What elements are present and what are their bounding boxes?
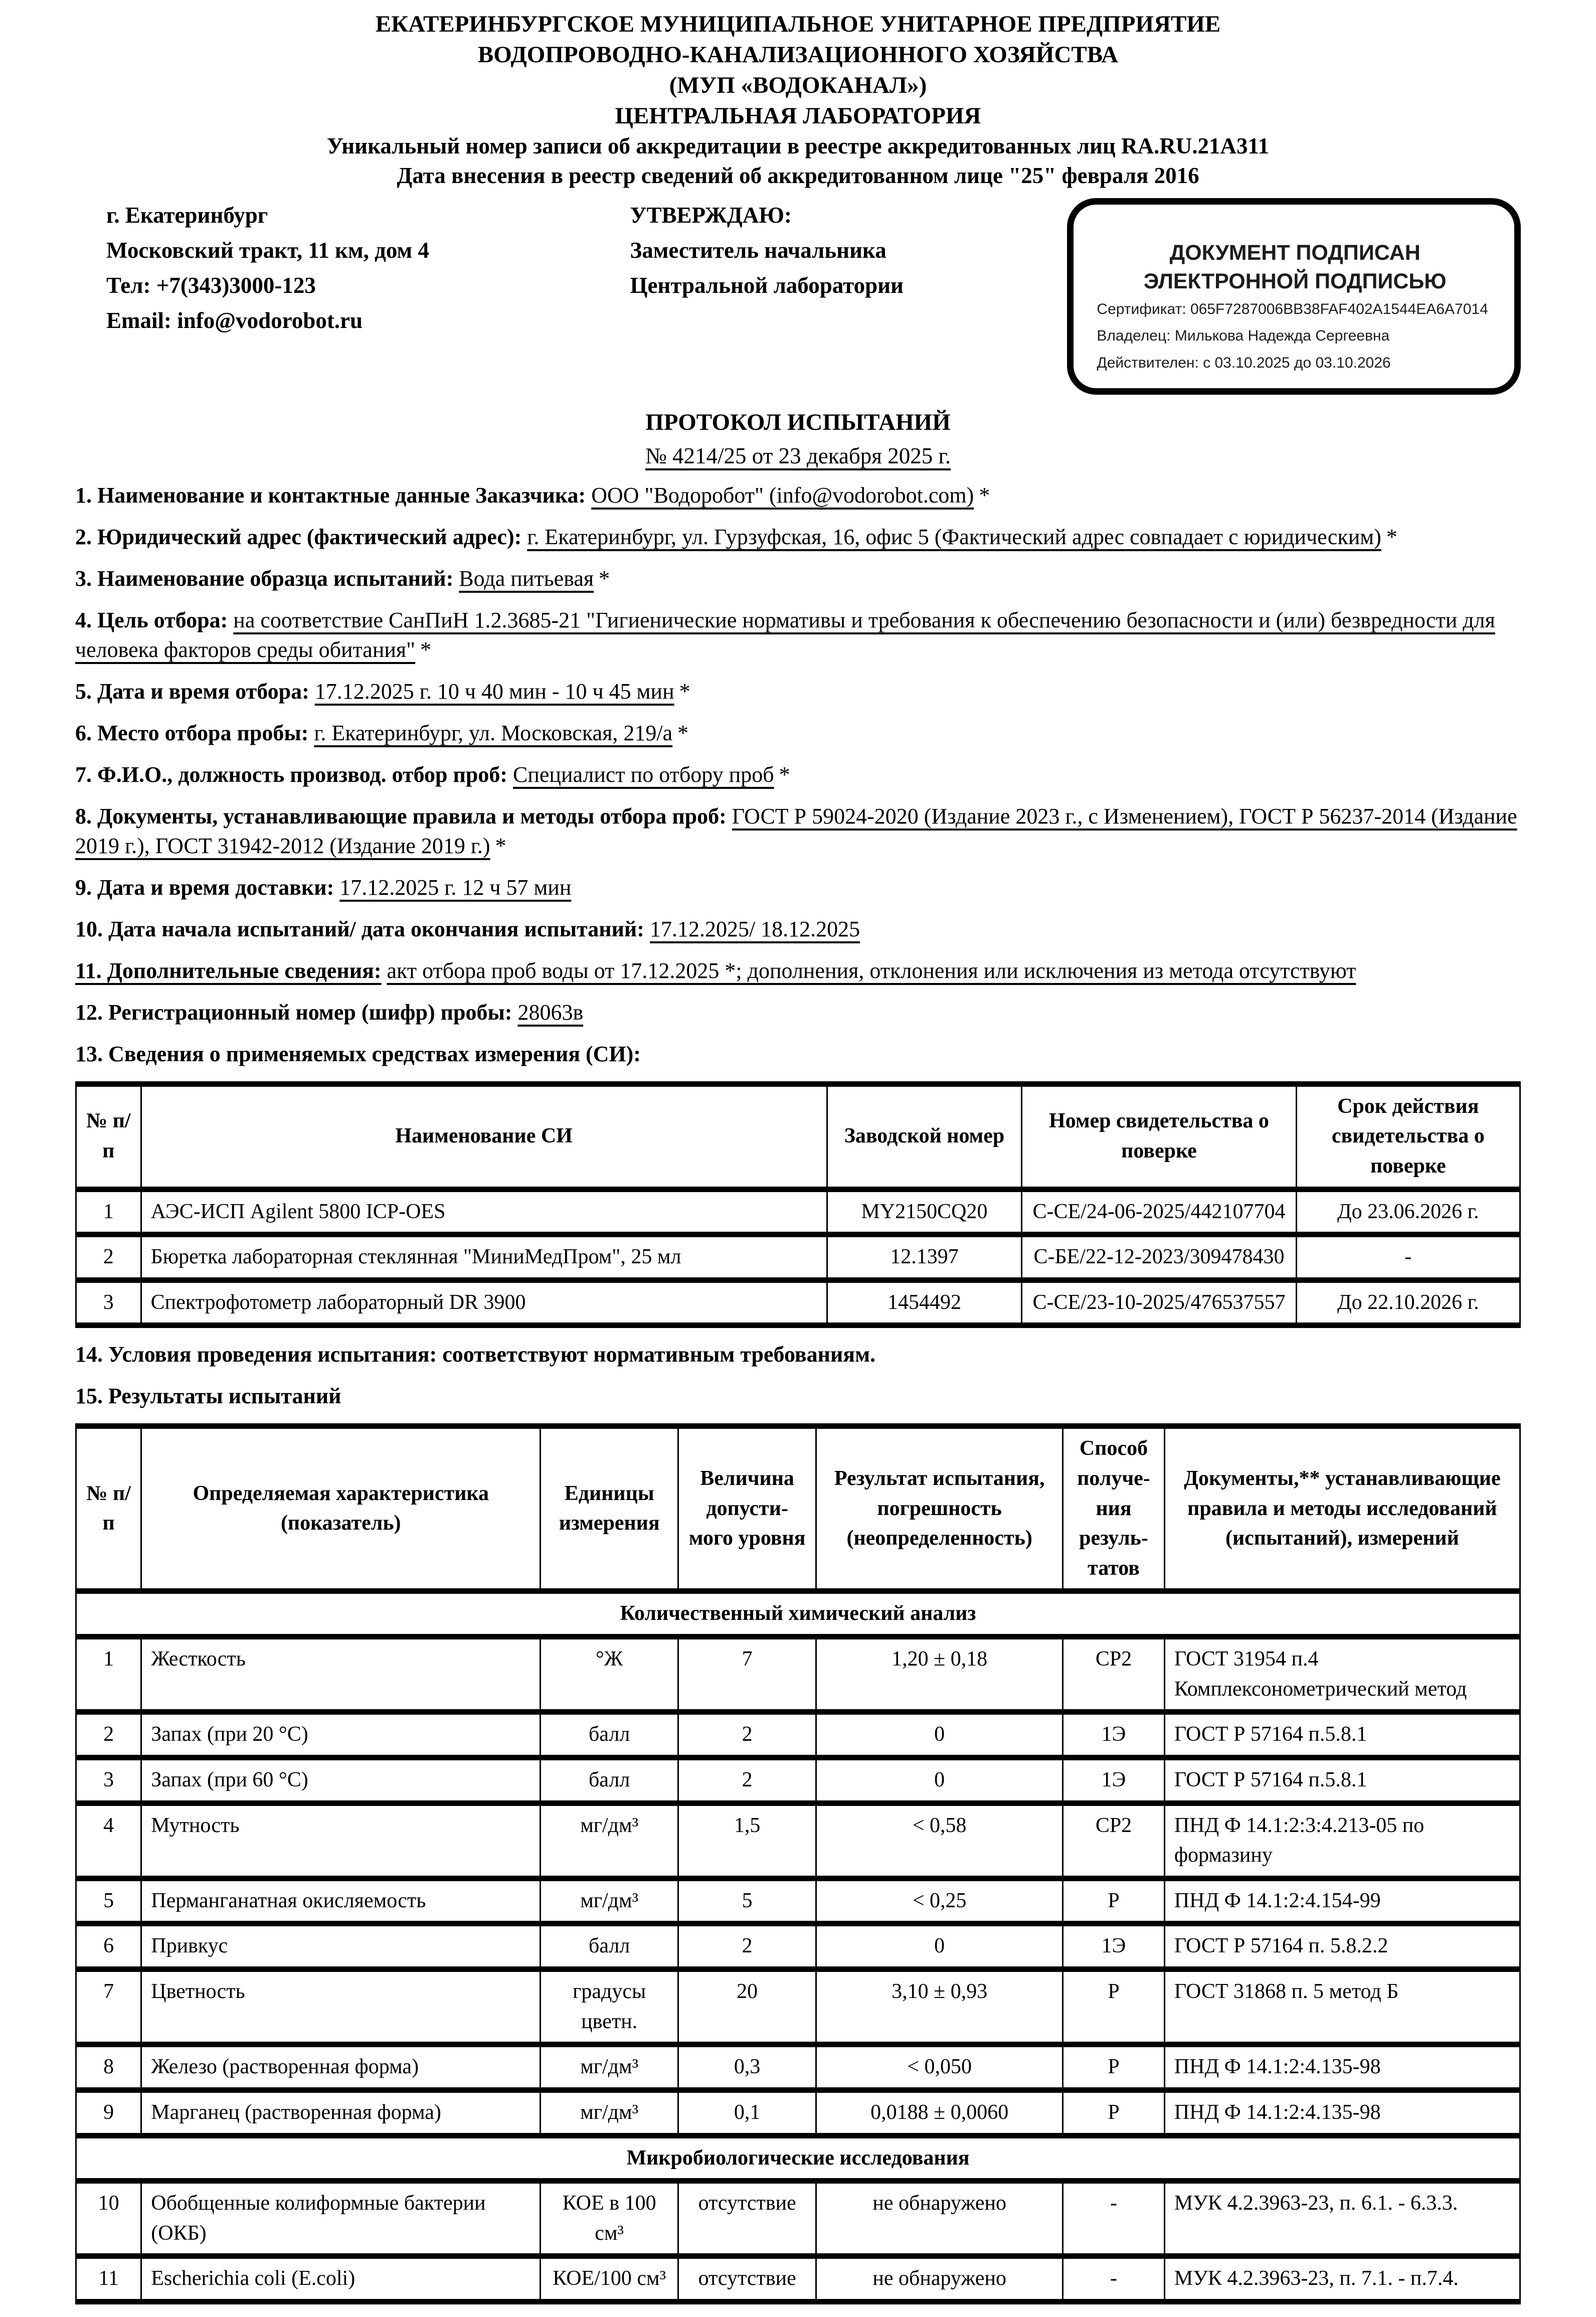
stamp-title-line2: ЭЛЕКТРОННОЙ ПОДПИСЬЮ bbox=[1143, 269, 1447, 294]
results-cell-9-result: 0,0188 ± 0,0060 bbox=[816, 2090, 1063, 2135]
section-3-label: 3. Наименование образца испытаний: bbox=[75, 566, 454, 591]
section-6-value: г. Екатеринбург, ул. Московская, 219/а bbox=[314, 721, 673, 746]
results-group-2-title: Микробиологические исследования bbox=[76, 2135, 1520, 2181]
results-cell-11-units: КОЕ/100 см³ bbox=[541, 2256, 678, 2302]
instruments-header-certificate: Номер свидетельства о поверке bbox=[1022, 1084, 1296, 1189]
results-cell-6-result: 0 bbox=[816, 1924, 1063, 1969]
results-header-limit: Величина допусти-мого уровня bbox=[678, 1426, 816, 1591]
results-cell-5-result: < 0,25 bbox=[816, 1878, 1063, 1924]
instruments-cell-1-certificate: С-СЕ/24-06-2025/442107704 bbox=[1022, 1189, 1296, 1235]
instruments-cell-3-certificate: С-СЕ/23-10-2025/476537557 bbox=[1022, 1280, 1296, 1326]
section-5-value: 17.12.2025 г. 10 ч 40 мин - 10 ч 45 мин bbox=[314, 679, 674, 704]
section-10 bbox=[75, 915, 1521, 944]
results-cell-5-num: 5 bbox=[76, 1878, 141, 1924]
results-cell-4-num: 4 bbox=[76, 1803, 141, 1878]
results-row-3 bbox=[76, 1757, 1520, 1803]
section-2 bbox=[75, 523, 1521, 552]
results-cell-10-method: - bbox=[1063, 2181, 1165, 2256]
results-cell-9-parameter: Марганец (растворенная форма) bbox=[141, 2090, 541, 2135]
instruments-table bbox=[75, 1081, 1521, 1329]
document-header bbox=[75, 9, 1521, 190]
stamp-validity: Действителен: с 03.10.2025 до 03.10.2026 bbox=[1097, 354, 1391, 371]
results-cell-4-result: < 0,58 bbox=[816, 1803, 1063, 1878]
section-6-star: * bbox=[677, 721, 689, 746]
results-cell-11-limit: отсутствие bbox=[678, 2256, 816, 2302]
results-cell-2-limit: 2 bbox=[678, 1712, 816, 1758]
results-cell-5-method: Р bbox=[1063, 1878, 1165, 1924]
results-cell-1-result: 1,20 ± 0,18 bbox=[816, 1637, 1063, 1712]
results-header-method: Способ получе-ния резуль-татов bbox=[1063, 1426, 1165, 1591]
section-10-value: 17.12.2025/ 18.12.2025 bbox=[649, 916, 860, 941]
instruments-cell-1-num: 1 bbox=[76, 1189, 141, 1235]
results-cell-5-units: мг/дм³ bbox=[541, 1878, 678, 1924]
results-cell-5-limit: 5 bbox=[678, 1878, 816, 1924]
section-5 bbox=[75, 677, 1521, 707]
results-cell-11-num: 11 bbox=[76, 2256, 141, 2302]
section-4 bbox=[75, 606, 1521, 665]
section-14-label: 14. Условия проведения испытания: bbox=[75, 1342, 437, 1367]
results-cell-10-limit: отсутствие bbox=[678, 2181, 816, 2256]
approval-block bbox=[630, 198, 1067, 303]
results-cell-1-units: °Ж bbox=[541, 1637, 678, 1712]
results-cell-9-units: мг/дм³ bbox=[541, 2090, 678, 2135]
stamp-title bbox=[1097, 239, 1493, 296]
section-7-star: * bbox=[779, 762, 790, 787]
results-table bbox=[75, 1423, 1521, 2304]
instruments-cell-3-num: 3 bbox=[76, 1280, 141, 1326]
instruments-header-serial: Заводской номер bbox=[827, 1084, 1022, 1189]
results-cell-1-documents: ГОСТ 31954 п.4 Комплексонометрический метод bbox=[1164, 1637, 1520, 1712]
section-9 bbox=[75, 873, 1521, 903]
results-cell-7-num: 7 bbox=[76, 1969, 141, 2045]
results-row-9 bbox=[76, 2090, 1520, 2135]
stamp-title-line1: ДОКУМЕНТ ПОДПИСАН bbox=[1169, 241, 1421, 265]
results-cell-2-result: 0 bbox=[816, 1712, 1063, 1758]
results-header-num: № п/п bbox=[76, 1426, 141, 1591]
section-10-label: 10. Дата начала испытаний/ дата окончания испытаний: bbox=[75, 916, 644, 941]
instruments-header-name: Наименование СИ bbox=[141, 1084, 827, 1189]
results-cell-2-documents: ГОСТ Р 57164 п.5.8.1 bbox=[1164, 1712, 1520, 1758]
results-cell-5-documents: ПНД Ф 14.1:2:4.154-99 bbox=[1164, 1878, 1520, 1924]
results-cell-1-method: СР2 bbox=[1063, 1637, 1165, 1712]
instruments-header-row bbox=[76, 1084, 1520, 1189]
results-cell-3-parameter: Запах (при 60 °С) bbox=[141, 1757, 541, 1803]
protocol-title: ПРОТОКОЛ ИСПЫТАНИЙ bbox=[645, 409, 951, 436]
results-cell-11-method: - bbox=[1063, 2256, 1165, 2302]
results-cell-10-units: КОЕ в 100 см³ bbox=[541, 2181, 678, 2256]
results-group-1-title: Количественный химический анализ bbox=[76, 1591, 1520, 1637]
results-cell-8-parameter: Железо (растворенная форма) bbox=[141, 2045, 541, 2090]
results-cell-2-parameter: Запах (при 20 °С) bbox=[141, 1712, 541, 1758]
section-7-value: Специалист по отбору проб bbox=[512, 762, 774, 787]
protocol-number bbox=[75, 443, 1521, 469]
section-2-star: * bbox=[1386, 525, 1397, 550]
results-cell-2-num: 2 bbox=[76, 1712, 141, 1758]
results-cell-9-limit: 0,1 bbox=[678, 2090, 816, 2135]
info-row bbox=[75, 198, 1521, 395]
accreditation-number-line: Уникальный номер записи об аккредитации в реестре аккредитованных лиц RA.RU.21A311 bbox=[326, 133, 1270, 159]
results-table-wrap bbox=[75, 1423, 1521, 2304]
instruments-cell-3-name: Спектрофотометр лабораторный DR 3900 bbox=[141, 1280, 827, 1326]
results-cell-1-parameter: Жесткость bbox=[141, 1637, 541, 1712]
section-1-value: ООО "Водоробот" (info@vodorobot.com) bbox=[591, 483, 974, 508]
results-cell-6-parameter: Привкус bbox=[141, 1924, 541, 1969]
section-3-value: Вода питьевая bbox=[459, 566, 594, 591]
results-row-4 bbox=[76, 1803, 1520, 1878]
results-cell-7-units: градусы цветн. bbox=[541, 1969, 678, 2045]
section-7-label: 7. Ф.И.О., должность производ. отбор проб: bbox=[75, 762, 507, 787]
section-8-value: ГОСТ Р 59024-2020 (Издание 2023 г., с Изменением), ГОСТ Р 56237-2014 (Издание 2019 г.), ГОСТ 31942-2012 (Издание 2019 г.) bbox=[75, 804, 1517, 858]
stamp-owner: Владелец: Милькова Надежда Сергеевна bbox=[1097, 327, 1390, 345]
instruments-cell-1-serial: MY2150CQ20 bbox=[827, 1189, 1022, 1235]
results-cell-4-parameter: Мутность bbox=[141, 1803, 541, 1878]
section-8-star: * bbox=[495, 833, 506, 858]
results-cell-3-units: балл bbox=[541, 1757, 678, 1803]
section-11-value: акт отбора проб воды от 17.12.2025 *; дополнения, отклонения или исключения из метода отсутствуют bbox=[387, 958, 1356, 983]
instruments-cell-1-name: АЭС-ИСП Agilent 5800 ICP-OES bbox=[141, 1189, 827, 1235]
instruments-cell-2-name: Бюретка лабораторная стеклянная "МиниМедПром", 25 мл bbox=[141, 1235, 827, 1280]
results-row-1 bbox=[76, 1637, 1520, 1712]
results-cell-3-result: 0 bbox=[816, 1757, 1063, 1803]
results-row-6 bbox=[76, 1924, 1520, 1969]
results-group-2-row bbox=[76, 2135, 1520, 2181]
results-cell-6-documents: ГОСТ Р 57164 п. 5.8.2.2 bbox=[1164, 1924, 1520, 1969]
lab-name: ЦЕНТРАЛЬНАЯ ЛАБОРАТОРИЯ bbox=[615, 103, 981, 129]
results-header-row bbox=[76, 1426, 1520, 1591]
org-name-line1: ЕКАТЕРИНБУРГСКОЕ МУНИЦИПАЛЬНОЕ УНИТАРНОЕ ПРЕДПРИЯТИЕ bbox=[375, 11, 1221, 37]
results-cell-7-method: Р bbox=[1063, 1969, 1165, 2045]
results-header-result: Результат испытания, погрешность (неопределенность) bbox=[816, 1426, 1063, 1591]
approval-position-line1: Заместитель начальника bbox=[630, 238, 886, 263]
instruments-cell-2-validity: - bbox=[1296, 1235, 1520, 1280]
instruments-row-2 bbox=[76, 1235, 1520, 1280]
results-cell-11-result: не обнаружено bbox=[816, 2256, 1063, 2302]
instruments-table-wrap bbox=[75, 1081, 1521, 1329]
approval-title: УТВЕРЖДАЮ: bbox=[630, 203, 792, 228]
results-cell-10-documents: МУК 4.2.3963-23, п. 6.1. - 6.3.3. bbox=[1164, 2181, 1520, 2256]
section-2-value: г. Екатеринбург, ул. Гурзуфская, 16, офис 5 (Фактический адрес совпадает с юридическим) bbox=[527, 525, 1381, 550]
section-1-star: * bbox=[979, 483, 990, 508]
section-4-label: 4. Цель отбора: bbox=[75, 608, 228, 633]
section-5-star: * bbox=[679, 679, 690, 704]
protocol-number-text: № 4214/25 от 23 декабря 2025 г. bbox=[645, 443, 951, 469]
section-2-label: 2. Юридический адрес (фактический адрес): bbox=[75, 525, 522, 550]
section-9-label: 9. Дата и время доставки: bbox=[75, 875, 334, 900]
instruments-cell-2-serial: 12.1397 bbox=[827, 1235, 1022, 1280]
registry-date-line: Дата внесения в реестр сведений об аккредитованном лице "25" февраля 2016 bbox=[397, 162, 1199, 188]
contact-street: Московский тракт, 11 км, дом 4 bbox=[106, 238, 429, 263]
results-cell-9-method: Р bbox=[1063, 2090, 1165, 2135]
results-cell-10-num: 10 bbox=[76, 2181, 141, 2256]
results-cell-6-limit: 2 bbox=[678, 1924, 816, 1969]
section-3 bbox=[75, 564, 1521, 594]
results-cell-3-limit: 2 bbox=[678, 1757, 816, 1803]
section-5-label: 5. Дата и время отбора: bbox=[75, 679, 309, 704]
results-cell-3-method: 1Э bbox=[1063, 1757, 1165, 1803]
section-8 bbox=[75, 802, 1521, 861]
section-1 bbox=[75, 481, 1521, 511]
results-cell-7-result: 3,10 ± 0,93 bbox=[816, 1969, 1063, 2045]
section-8-label: 8. Документы, устанавливающие правила и методы отбора проб: bbox=[75, 804, 727, 829]
section-13-label: 13. Сведения о применяемых средствах измерения (СИ): bbox=[75, 1041, 641, 1066]
laboratory-contacts bbox=[75, 198, 630, 338]
results-cell-9-num: 9 bbox=[76, 2090, 141, 2135]
results-cell-4-units: мг/дм³ bbox=[541, 1803, 678, 1878]
results-cell-8-limit: 0,3 bbox=[678, 2045, 816, 2090]
results-cell-4-limit: 1,5 bbox=[678, 1803, 816, 1878]
results-cell-7-limit: 20 bbox=[678, 1969, 816, 2045]
contact-phone: Тел: +7(343)3000-123 bbox=[106, 272, 316, 298]
results-cell-5-parameter: Перманганатная окисляемость bbox=[141, 1878, 541, 1924]
section-3-star: * bbox=[599, 566, 610, 591]
results-cell-7-parameter: Цветность bbox=[141, 1969, 541, 2045]
approval-position-line2: Центральной лаборатории bbox=[630, 272, 904, 298]
results-cell-3-documents: ГОСТ Р 57164 п.5.8.1 bbox=[1164, 1757, 1520, 1803]
results-header-parameter: Определяемая характеристика (показатель) bbox=[141, 1426, 541, 1591]
results-cell-2-method: 1Э bbox=[1063, 1712, 1165, 1758]
section-4-value: на соответствие СанПиН 1.2.3685-21 "Гигиенические нормативы и требования к обеспечению безопасности и (или) безвредности для человека факторов среды обитания" bbox=[75, 608, 1495, 663]
results-cell-3-num: 3 bbox=[76, 1757, 141, 1803]
results-cell-8-method: Р bbox=[1063, 2045, 1165, 2090]
section-14 bbox=[75, 1340, 1521, 1370]
instruments-header-num: № п/п bbox=[76, 1084, 141, 1189]
results-cell-1-num: 1 bbox=[76, 1637, 141, 1712]
section-11-label: 11. Дополнительные сведения: bbox=[75, 958, 382, 983]
results-cell-1-limit: 7 bbox=[678, 1637, 816, 1712]
results-cell-4-documents: ПНД Ф 14.1:2:3:4.213-05 по формазину bbox=[1164, 1803, 1520, 1878]
results-cell-10-result: не обнаружено bbox=[816, 2181, 1063, 2256]
results-cell-11-parameter: Escherichia coli (E.coli) bbox=[141, 2256, 541, 2302]
results-cell-7-documents: ГОСТ 31868 п. 5 метод Б bbox=[1164, 1969, 1520, 2045]
section-6-label: 6. Место отбора пробы: bbox=[75, 721, 309, 746]
results-cell-4-method: СР2 bbox=[1063, 1803, 1165, 1878]
section-15-label: 15. Результаты испытаний bbox=[75, 1384, 341, 1409]
results-row-2 bbox=[76, 1712, 1520, 1758]
contact-city: г. Екатеринбург bbox=[106, 203, 268, 228]
section-7 bbox=[75, 760, 1521, 790]
contact-email: Email: info@vodorobot.ru bbox=[106, 307, 363, 333]
section-14-value: соответствуют нормативным требованиям. bbox=[442, 1342, 876, 1367]
results-cell-6-method: 1Э bbox=[1063, 1924, 1165, 1969]
results-row-10 bbox=[76, 2181, 1520, 2256]
section-6 bbox=[75, 719, 1521, 748]
results-group-1-row bbox=[76, 1591, 1520, 1637]
results-row-11 bbox=[76, 2256, 1520, 2302]
section-12 bbox=[75, 998, 1521, 1028]
org-name-line2: ВОДОПРОВОДНО-КАНАЛИЗАЦИОННОГО ХОЗЯЙСТВА bbox=[477, 42, 1119, 68]
results-row-7 bbox=[76, 1969, 1520, 2045]
results-cell-6-num: 6 bbox=[76, 1924, 141, 1969]
results-cell-8-result: < 0,050 bbox=[816, 2045, 1063, 2090]
results-row-5 bbox=[76, 1878, 1520, 1924]
section-15 bbox=[75, 1382, 1521, 1411]
results-cell-8-units: мг/дм³ bbox=[541, 2045, 678, 2090]
section-12-label: 12. Регистрационный номер (шифр) пробы: bbox=[75, 1000, 512, 1025]
instruments-cell-2-num: 2 bbox=[76, 1235, 141, 1280]
stamp-certificate: Сертификат: 065F7287006BB38FAF402A1544EA6A7014 bbox=[1097, 300, 1488, 317]
signature-stamp bbox=[1067, 198, 1521, 395]
section-9-value: 17.12.2025 г. 12 ч 57 мин bbox=[339, 875, 572, 900]
section-1-label: 1. Наименование и контактные данные Заказчика: bbox=[75, 483, 586, 508]
results-cell-11-documents: МУК 4.2.3963-23, п. 7.1. - п.7.4. bbox=[1164, 2256, 1520, 2302]
results-cell-10-parameter: Обобщенные колиформные бактерии (ОКБ) bbox=[141, 2181, 541, 2256]
results-cell-6-units: балл bbox=[541, 1924, 678, 1969]
instruments-cell-1-validity: До 23.06.2026 г. bbox=[1296, 1189, 1520, 1235]
instruments-cell-3-validity: До 22.10.2026 г. bbox=[1296, 1280, 1520, 1326]
results-cell-8-documents: ПНД Ф 14.1:2:4.135-98 bbox=[1164, 2045, 1520, 2090]
instruments-row-3 bbox=[76, 1280, 1520, 1326]
instruments-header-validity: Срок действия свидетельства о поверке bbox=[1296, 1084, 1520, 1189]
section-11 bbox=[75, 956, 1521, 986]
results-cell-9-documents: ПНД Ф 14.1:2:4.135-98 bbox=[1164, 2090, 1520, 2135]
section-4-star: * bbox=[420, 637, 432, 663]
instruments-cell-2-certificate: С-БЕ/22-12-2023/309478430 bbox=[1022, 1235, 1296, 1280]
results-row-8 bbox=[76, 2045, 1520, 2090]
stamp-details bbox=[1097, 296, 1493, 376]
results-header-documents: Документы,** устанавливающие правила и методы исследований (испытаний), измерений bbox=[1164, 1426, 1520, 1591]
section-12-value: 28063в bbox=[517, 1000, 584, 1025]
org-name-line3: (МУП «ВОДОКАНАЛ») bbox=[669, 72, 927, 99]
results-header-units: Единицы измерения bbox=[541, 1426, 678, 1591]
section-13 bbox=[75, 1040, 1521, 1069]
instruments-row-1 bbox=[76, 1189, 1520, 1235]
results-cell-2-units: балл bbox=[541, 1712, 678, 1758]
instruments-cell-3-serial: 1454492 bbox=[827, 1280, 1022, 1326]
results-cell-8-num: 8 bbox=[76, 2045, 141, 2090]
